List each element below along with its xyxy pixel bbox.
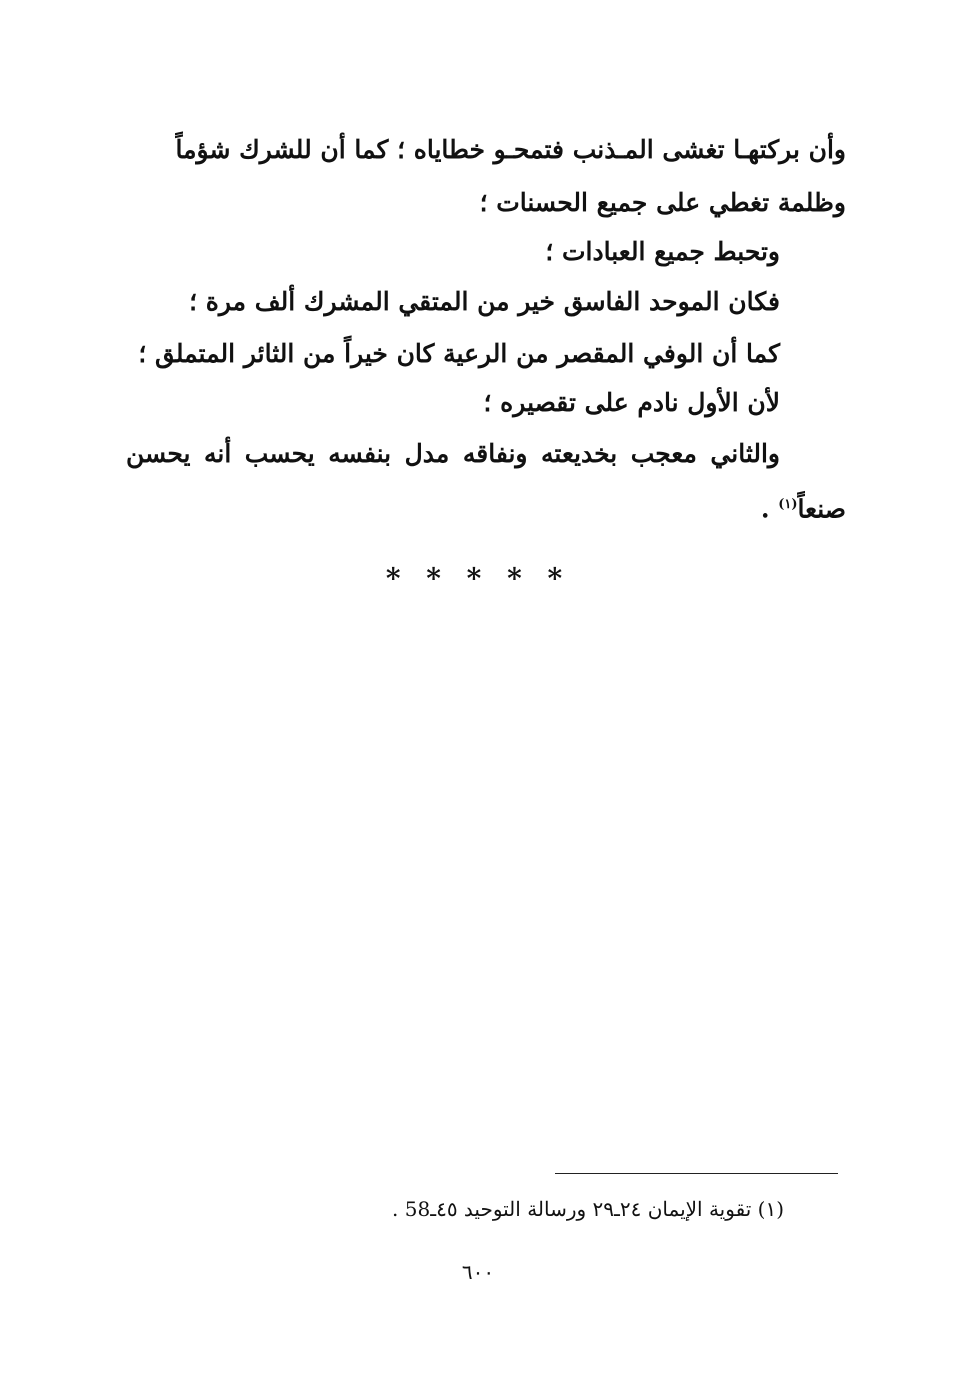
footnote-text: (١) تقوية الإيمان ٢٤ـ٢٩ ورسالة التوحيد ٤٥ـ58 . [392, 1197, 784, 1221]
text-line-6: لأن الأول نادم على تقصيره ؛ [483, 388, 780, 417]
text-line-1: وأن بركتهـا تغشى المـذنب فتمحـو خطاياه ؛ كما أن للشرك شؤماً [175, 135, 846, 164]
page-number: ٦٠٠ [461, 1260, 495, 1284]
text-line-4: فكان الموحد الفاسق خير من المتقي المشرك ألف مرة ؛ [189, 287, 780, 316]
text-line-8-end: . [760, 494, 779, 524]
section-separator: * * * * * [385, 562, 571, 595]
footnote-reference: (١) [778, 497, 798, 512]
text-line-5: كما أن الوفي المقصر من الرعية كان خيراً من الثائر المتملق ؛ [138, 339, 780, 368]
text-line-7: والثاني معجب بخديعته ونفاقه مدل بنفسه يحسب أنه يحسن [126, 439, 780, 468]
text-line-3: وتحبط جميع العبادات ؛ [545, 237, 780, 266]
text-line-2: وظلمة تغطي على جميع الحسنات ؛ [479, 188, 846, 217]
text-line-8 [761, 485, 846, 529]
footnote-divider [555, 1173, 838, 1174]
text-line-8-word: صنعاً [797, 494, 846, 524]
